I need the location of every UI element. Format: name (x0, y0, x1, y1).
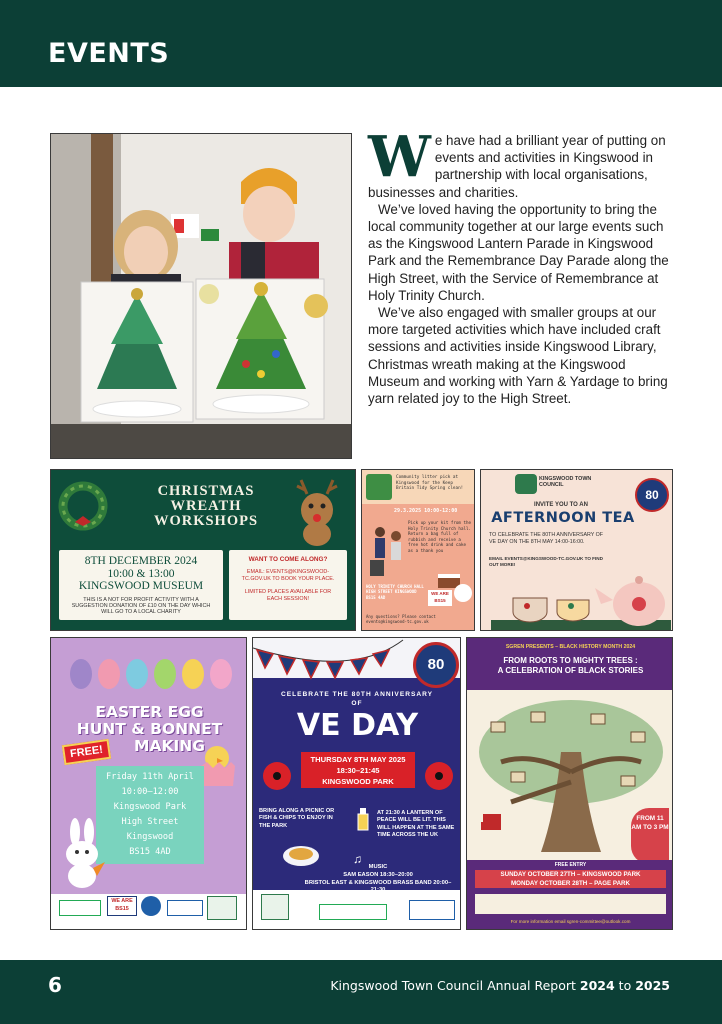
page-number: 6 (48, 973, 62, 997)
south-glos-logo (409, 900, 455, 920)
music-notes-icon: ♫ (353, 852, 362, 866)
easter-title-line-2: HUNT & BONNET (76, 720, 223, 738)
afternoon-tea-poster (480, 469, 673, 631)
ve-lantern-text: AT 21:30 A LANTERN OF PEACE WILL BE LIT. THIS WILL HAPPEN AT THE SAME TIME ACROSS THE UK (377, 810, 455, 839)
kingswood-logo (207, 896, 237, 920)
litter-pickers-icon (366, 522, 408, 578)
litter-venue: HOLY TRINITY CHURCH HALL HIGH STREET KINGSWOOD BS15 4AD (366, 584, 424, 600)
litter-contact: Any questions? Please contact events@kingswood-tc.gov.uk (366, 614, 436, 625)
tea-badge-text: 80 (645, 488, 659, 502)
friends-of-park-logo (319, 904, 387, 920)
wreath-limited: LIMITED PLACES AVAILABLE FOR EACH SESSION! (244, 589, 332, 602)
ve-time: 18:30–21:45 (336, 766, 380, 775)
poppy-icon (423, 760, 455, 792)
bhm-top-line: SGREN PRESENTS – BLACK HISTORY MONTH 2024 (505, 644, 636, 650)
easter-egg-poster (50, 637, 247, 930)
ve-pre-title: CELEBRATE THE 80TH ANNIVERSARY OF (280, 691, 434, 707)
wreath-time: 10:00 & 13:00 (107, 567, 175, 580)
ve-day-poster (252, 637, 461, 930)
wreath-details-box (59, 550, 223, 620)
wreath-title-line-3: WORKSHOPS (153, 513, 259, 529)
report-title: Kingswood Town Council Annual Report 2024 to 2025 (330, 978, 670, 993)
tea-line-1: TO CELEBRATE THE 80TH ANNIVERSARY OF VE DAY ON THE 8TH MAY 14:00-16:00. (489, 532, 604, 545)
section-title: EVENTS (48, 38, 170, 69)
ve-music-line-1: SAM EASON 18:30–20:00 (343, 871, 413, 878)
teapot-and-cups-icon (491, 574, 671, 630)
keep-britain-tidy-logo (366, 474, 392, 500)
kingswood-council-logo (454, 584, 472, 602)
photo-illustration (51, 134, 351, 458)
wreath-email: EMAIL: EVENTS@KINGSWOOD-TC.GOV.UK TO BOOK YOUR PLACE. (241, 569, 335, 582)
kingswood-logo (261, 894, 289, 920)
bhm-title-line-1: FROM ROOTS TO MIGHTY TREES : (503, 656, 638, 665)
easter-detail-line: Friday 11th April (106, 772, 194, 782)
wreath-date: 8TH DECEMBER 2024 (84, 555, 198, 567)
easter-title-line-1: EASTER EGG (95, 703, 204, 721)
bhm-title-line-2: A CELEBRATION OF BLACK STORIES (497, 666, 644, 675)
bhm-date-line-2: MONDAY OCTOBER 28TH – PAGE PARK (511, 880, 630, 887)
town-council-logo (515, 474, 537, 494)
wreath-title-line-2: WREATH (170, 498, 242, 514)
tea-line-2: EMAIL EVENTS@KINGSWOOD-TC.GOV.UK TO FIND OUT MORE! (489, 556, 603, 567)
ve-badge-text: 80 (427, 656, 445, 673)
litter-intro: Community litter pick at Kingswood for the Keep Britain Tidy Spring clean! (396, 475, 464, 492)
ve-music-line-2: BRISTOL EAST & KINGSWOOD BRASS BAND 20:00– (304, 879, 452, 886)
easter-badge: WE ARE BS15 (107, 896, 137, 916)
tea-invite: INVITE YOU TO AN (534, 502, 588, 508)
litter-pick-poster (361, 469, 475, 631)
tea-organiser: KINGSWOOD TOWN COUNCIL (539, 476, 592, 488)
article-paragraph-1: We have had a brilliant year of putting on events and activities in Kingswood in partnership with local organisations, businesses and charities. (368, 124, 666, 200)
ve-music-heading: MUSIC (368, 864, 388, 870)
tea-title: AFTERNOON TEA (491, 510, 635, 526)
wreath-icon (55, 478, 111, 534)
bhm-free-entry: FREE ENTRY (554, 862, 587, 868)
ve-anniversary-badge (413, 642, 459, 688)
bhm-info: For more information email sgren-committee@outlook.com (510, 919, 631, 924)
wreath-booking-box (229, 550, 347, 620)
litter-description: Pick up your kit from the Holy Trinity Church hall. Return a bag full of rubbish and receive a free hot drink and cake as a thank you (408, 520, 472, 553)
easter-free-badge: FREE! (62, 739, 111, 765)
south-glos-logo (167, 900, 203, 916)
ve-date: THURSDAY 8TH MAY 2025 (310, 755, 406, 764)
lantern-icon (355, 808, 371, 834)
reindeer-icon (287, 476, 347, 548)
wreath-venue: KINGSWOOD MUSEUM (78, 580, 204, 592)
ve-title: VE DAY (296, 708, 419, 743)
bunny-icon (57, 818, 109, 888)
easter-detail-line: Kingswood Park (113, 802, 187, 812)
wreath-note: THIS IS A NOT FOR PROFIT ACTIVITY WITH A SUGGESTION DONATION OF £10 ON THE DAY WHICH WILL GO TO A LOCAL CHARITY (71, 596, 211, 616)
article-paragraph-3: We’ve also engaged with smaller groups at our more targeted activities which have included craft sessions and activities inside Kingswood Library, Christmas wreath making at the Kingswood Museum and working with Yarn & Yardage to bring yarn related joy to the High Street. (368, 305, 668, 407)
drop-cap: W (368, 124, 431, 190)
wreath-title-line-1: CHRISTMAS (157, 483, 255, 499)
black-history-month-poster (466, 637, 673, 930)
bhm-date-line-1: SUNDAY OCTOBER 27TH – KINGSWOOD PARK (500, 871, 641, 878)
easter-detail-line: 10:00–12:00 (121, 787, 179, 797)
easter-eggs-row-icon (67, 656, 235, 692)
article-paragraph-2: We’ve loved having the opportunity to bring the local community together at our large events such as the Kingswood Lantern Parade in Kingswood Park and the Remembrance Day Parade along the High Street, with the Service of Remembrance at Holy Trinity Church. (368, 201, 669, 303)
article-body (368, 124, 674, 407)
wreath-cta: WANT TO COME ALONG? (248, 556, 328, 563)
easter-detail-line: Kingswood (126, 832, 174, 842)
bhm-activities-box (475, 894, 666, 914)
ve-date-box (301, 752, 415, 788)
wreath-workshop-poster (50, 469, 356, 631)
litter-badge: WE ARE BS15 (428, 590, 452, 606)
ve-venue: KINGSWOOD PARK (322, 777, 394, 786)
litter-date: 29.3.2025 10:00-12:00 (394, 508, 458, 514)
partner-logo (141, 896, 161, 916)
poppy-icon (261, 760, 293, 792)
easter-detail-line: BS15 4AD (129, 847, 171, 857)
easter-detail-line: High Street (121, 817, 179, 827)
bhm-times-badge: FROM 11 AM TO 3 PM (631, 808, 669, 864)
easter-details-box (96, 766, 204, 864)
children-photo (50, 133, 352, 459)
easter-title-line-3: MAKING (134, 737, 205, 755)
ve-picnic-text: BRING ALONG A PICNIC OR FISH & CHIPS TO ENJOY IN THE PARK (259, 808, 335, 829)
friends-logo (59, 900, 101, 916)
